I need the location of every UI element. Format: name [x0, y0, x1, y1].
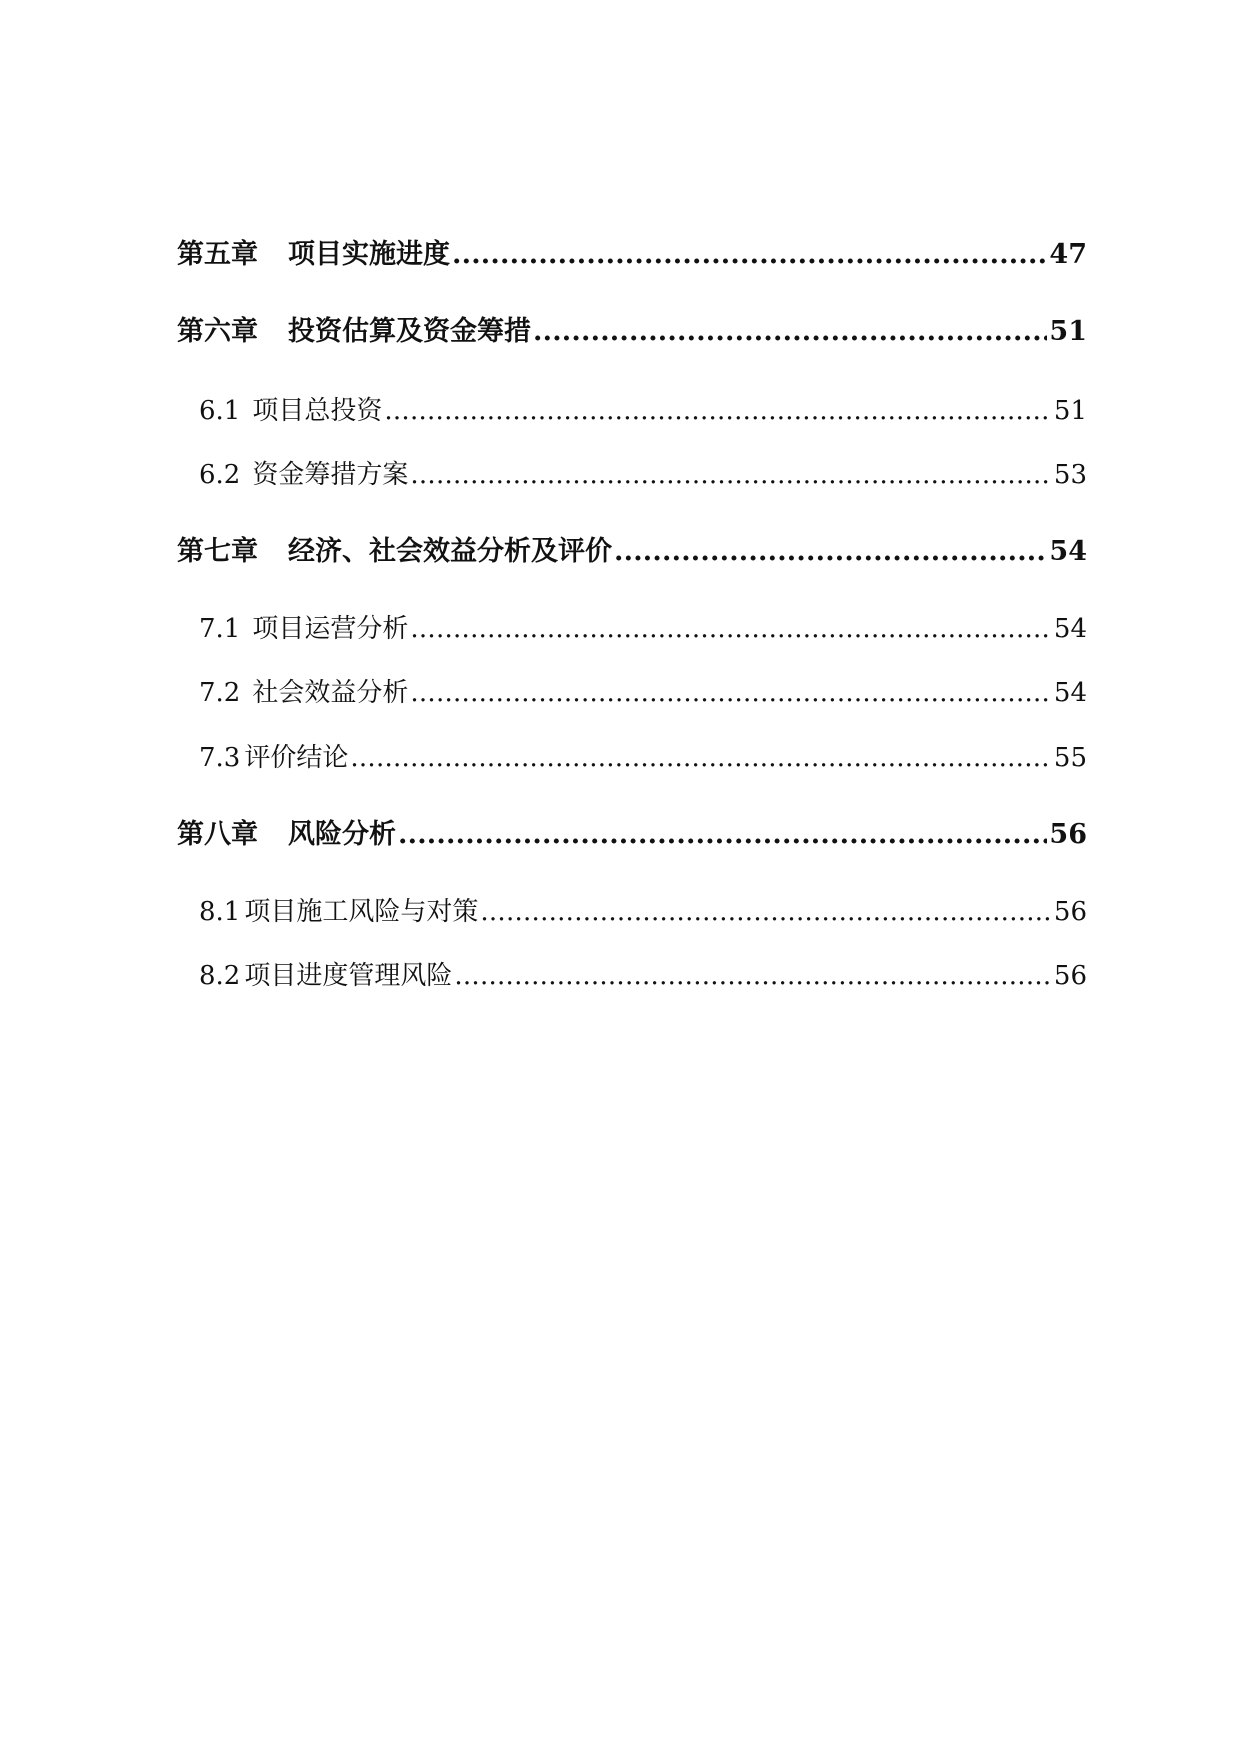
toc-page-number: 54: [1053, 614, 1087, 644]
toc-entry-title: [177, 813, 396, 857]
toc-entry-title: [177, 233, 450, 277]
toc-entry-title: [199, 672, 408, 714]
toc-chapter-number: 第七章: [177, 536, 258, 567]
toc-chapter-title: 项目实施进度: [288, 239, 450, 270]
toc-section-title: 评价结论: [244, 743, 349, 773]
toc-page-number: 56: [1053, 897, 1087, 927]
toc-entry-title: [199, 608, 408, 650]
toc-page-number: 47: [1049, 239, 1087, 270]
toc-chapter-number: 第五章: [177, 239, 258, 270]
toc-chapter-number: 第六章: [177, 316, 258, 347]
toc-entry-title: [177, 310, 531, 354]
toc-section-title: 资金筹措方案: [252, 460, 409, 490]
dot-leader: [410, 454, 1052, 496]
toc-page-number: 56: [1053, 961, 1087, 991]
dot-leader: [410, 608, 1052, 650]
toc-page-number: 54: [1049, 536, 1087, 567]
toc-page-number: 56: [1049, 819, 1087, 850]
toc-section-number: 7.3: [199, 743, 241, 773]
toc-entry-title: [199, 454, 408, 496]
toc-section-title: 社会效益分析: [252, 678, 409, 708]
toc-entry-title: [199, 737, 348, 779]
toc-page-number: 51: [1053, 396, 1087, 426]
toc-entry-section-8-2[interactable]: [199, 955, 1087, 997]
toc-chapter-title: 风险分析: [288, 819, 396, 850]
toc-chapter-title: 经济、社会效益分析及评价: [288, 536, 612, 567]
toc-page-number: 55: [1053, 743, 1087, 773]
toc-entry-chapter-8[interactable]: [177, 813, 1087, 857]
toc-section-title: 项目施工风险与对策: [244, 897, 479, 927]
toc-section-number: 8.1: [199, 897, 241, 927]
toc-entry-section-6-2[interactable]: [199, 454, 1087, 496]
toc-page-number: 53: [1053, 460, 1087, 490]
dot-leader: [452, 233, 1047, 277]
toc-entry-section-7-1[interactable]: [199, 608, 1087, 650]
dot-leader: [533, 310, 1047, 354]
toc-entry-chapter-6[interactable]: [177, 310, 1087, 354]
toc-entry-title: [177, 530, 612, 574]
toc-entry-section-7-2[interactable]: [199, 672, 1087, 714]
toc-section-number: 6.1: [199, 396, 241, 426]
toc-section-title: 项目进度管理风险: [244, 961, 453, 991]
toc-entry-section-6-1[interactable]: [199, 390, 1087, 432]
dot-leader: [480, 891, 1052, 933]
toc-page-number: 51: [1049, 316, 1087, 347]
toc-section-number: 7.2: [199, 678, 241, 708]
dot-leader: [350, 737, 1052, 779]
dot-leader: [410, 672, 1052, 714]
toc-section-title: 项目总投资: [252, 396, 383, 426]
toc-entry-section-7-3[interactable]: [199, 737, 1087, 779]
dot-leader: [454, 955, 1052, 997]
dot-leader: [614, 530, 1047, 574]
toc-entry-title: [199, 891, 478, 933]
toc-entry-title: [199, 955, 452, 997]
dot-leader: [398, 813, 1047, 857]
toc-section-number: 8.2: [199, 961, 241, 991]
toc-entry-chapter-5[interactable]: [177, 233, 1087, 277]
toc-entry-title: [199, 390, 382, 432]
toc-chapter-number: 第八章: [177, 819, 258, 850]
toc-section-number: 7.1: [199, 614, 241, 644]
toc-entry-section-8-1[interactable]: [199, 891, 1087, 933]
toc-chapter-title: 投资估算及资金筹措: [288, 316, 531, 347]
toc-section-title: 项目运营分析: [252, 614, 409, 644]
toc-page-number: 54: [1053, 678, 1087, 708]
toc-entry-chapter-7[interactable]: [177, 530, 1087, 574]
toc-section-number: 6.2: [199, 460, 241, 490]
dot-leader: [384, 390, 1052, 432]
